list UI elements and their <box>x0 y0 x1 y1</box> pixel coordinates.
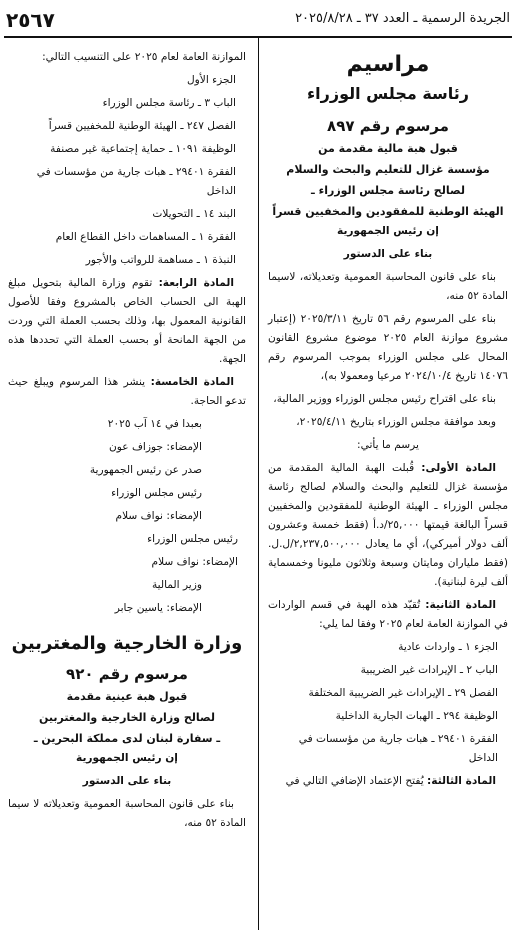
article-1 <box>268 459 508 592</box>
budget-item: الفقرة ٢٩٤٠١ ـ هبات جارية من مؤسسات في الداخل <box>36 166 236 197</box>
article-4 <box>8 274 246 369</box>
budget-item: الفصل ٢٤٧ ـ الهيئة الوطنية للمخفيين قسراً <box>48 120 236 132</box>
article-3 <box>268 772 508 791</box>
article-2 <box>268 596 508 634</box>
article-text: ينشر هذا المرسوم ويبلغ حيث تدعو الحاجة. <box>8 376 246 407</box>
budget-item: الوظيفة ٢٩٤ ـ الهبات الجارية الداخلية <box>335 710 498 722</box>
article-text: تقوم وزارة المالية بتحويل مبلغ الهبة الى الحساب الخاص بالمشروع وفقا للأصول القانونية المعمول بها، وذلك بحسب العملة التي وردت من الجهة المانحة أو بحسب العملة التي تحددها هذه الجهة. <box>8 277 246 365</box>
signature-line: صدر عن رئيس الجمهورية <box>89 464 202 476</box>
article-label: المادة الرابعة: <box>158 277 234 289</box>
signature-line: وزير المالية <box>151 579 202 591</box>
president-line: إن رئيس الجمهورية <box>337 225 439 237</box>
article-text: قُبلت الهبة المالية المقدمة من مؤسسة غزال للتعليم والبحث والسلام لصالح رئاسة مجلس الوزراء ـ الهيئة الوطنية للمفقودين والمخفيين قسراً البالغة قيمتها ٢٥,٠٠٠/د.أ (فقط خمسة وعشرون ألف دولار أميركي)، أي ما يعادل ٢,٢٣٧,٥٠٠,٠٠٠/ل.ل. (فقط ملياران ومايتان وسبعة وثلاثون مليونا وخمسماية ألف ليرة لبنانية). <box>268 462 509 588</box>
decree-heading-line: قبول هبة عينية مقدمة <box>66 690 188 703</box>
signature-line: الإمضاء: ياسين جابر <box>114 602 202 614</box>
page-header <box>6 8 510 34</box>
budget-item: الفقرة ١ ـ المساهمات داخل القطاع العام <box>55 231 236 243</box>
signature-line: الإمضاء: نواف سلام <box>115 510 202 522</box>
article-5 <box>8 373 246 411</box>
preamble-paragraph: وبعد موافقة مجلس الوزراء بتاريخ ٢٠٢٥/٤/١١، <box>296 416 496 428</box>
article-text: يُفتح الإعتماد الإضافي التالي في <box>285 775 424 787</box>
column-divider <box>258 38 259 930</box>
right-column <box>268 48 508 795</box>
signature-line: الإمضاء: نواف سلام <box>151 556 238 568</box>
article-label: المادة الخامسة: <box>150 376 235 388</box>
decree-heading-line: الهيئة الوطنية للمفقودين والمخفيين قسراً <box>272 205 504 218</box>
decree-number: مرسوم رقم ٩٢٠ <box>66 665 188 683</box>
article-label: المادة الثالثة: <box>427 775 496 787</box>
ministry-title: وزارة الخارجية والمغتربين <box>11 633 243 654</box>
section-subtitle: رئاسة مجلس الوزراء <box>307 84 469 103</box>
budget-item: الفصل ٢٩ ـ الإيرادات غير الضريبية المختلفة <box>308 687 498 699</box>
signature-line: رئيس مجلس الوزراء <box>147 533 238 545</box>
decree-heading-line: قبول هبة مالية مقدمة من <box>318 142 458 155</box>
budget-item: الوظيفة ١٠٩١ ـ حماية إجتماعية غير مصنفة <box>50 143 236 155</box>
signature-line: الإمضاء: جوزاف عون <box>109 441 202 453</box>
budget-item: الفقرة ٢٩٤٠١ ـ هبات جارية من مؤسسات في الداخل <box>298 733 498 764</box>
budget-item: النبذة ١ ـ مساهمة للرواتب والأجور <box>85 254 236 266</box>
budget-item: البند ١٤ ـ التحويلات <box>152 208 236 220</box>
constitution-line: بناء على الدستور <box>343 248 433 260</box>
running-head: الجريدة الرسمية ـ العدد ٣٧ ـ ٢٠٢٥/٨/٢٨ <box>295 11 510 26</box>
budget-item: الجزء الأول <box>186 74 236 86</box>
decree-number: مرسوم رقم ٨٩٧ <box>327 117 449 135</box>
preamble-paragraph: بناء على قانون المحاسبة العمومية وتعديلاته، لاسيما المادة ٥٢ منه، <box>268 271 508 302</box>
continued-text: الموازنة العامة لعام ٢٠٢٥ على التنسيب التالي: <box>42 51 246 63</box>
decree-heading-line: ـ سفارة لبنان لدى مملكة البحرين ـ <box>33 732 221 745</box>
budget-item: الباب ٢ ـ الإيرادات غير الضريبية <box>360 664 498 676</box>
budget-item: الباب ٣ ـ رئاسة مجلس الوزراء <box>102 97 236 109</box>
article-label: المادة الأولى: <box>421 462 497 474</box>
article-text: تُقيّد هذه الهبة في قسم الواردات في الموازنة العامة لعام ٢٠٢٥ وفقا لما يلي: <box>268 599 508 630</box>
page-number: ٢٥٦٧ <box>6 8 55 32</box>
signature-line: بعبدا في ١٤ آب ٢٠٢٥ <box>107 418 202 430</box>
decree-heading-line: لصالح وزارة الخارجية والمغتربين <box>39 711 215 724</box>
budget-item: الجزء ١ ـ واردات عادية <box>398 641 498 653</box>
constitution-line: بناء على الدستور <box>82 775 172 787</box>
preamble-paragraph: بناء على المرسوم رقم ٥٦ تاريخ ٢٠٢٥/٣/١١ (إعتبار مشروع موازنة العام ٢٠٢٥ موضوع مشروع القانون المحال على مجلس الوزراء بموجب المرسوم رقم ١٤٠٧٦ تاريخ ٢٠٢٤/١٠/٤ مرعيا ومعمولا به)، <box>268 313 508 382</box>
preamble-paragraph: بناء على قانون المحاسبة العمومية وتعديلاته لا سيما المادة ٥٢ منه، <box>8 798 246 829</box>
decree-heading-line: مؤسسة غزال للتعليم والبحث والسلام <box>286 163 490 176</box>
preamble-paragraph: بناء على اقتراح رئيس مجلس الوزراء ووزير المالية، <box>273 393 496 405</box>
signature-line: رئيس مجلس الوزراء <box>111 487 202 499</box>
section-title: مراسيم <box>346 52 430 77</box>
left-column <box>8 48 246 837</box>
president-line: إن رئيس الجمهورية <box>76 752 178 764</box>
decrees-line: يرسم ما يأتي: <box>357 439 419 451</box>
decree-heading-line: لصالح رئاسة مجلس الوزراء ـ <box>311 184 465 197</box>
article-label: المادة الثانية: <box>425 599 497 611</box>
